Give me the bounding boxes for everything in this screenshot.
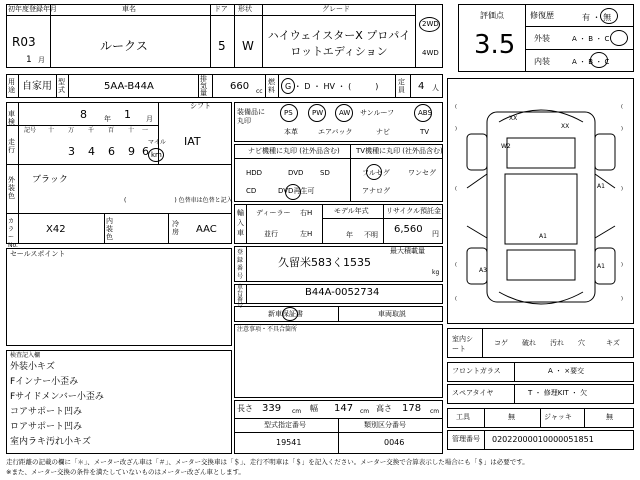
inspector-line: 室内ラキ汚れ小キズ xyxy=(10,437,91,447)
cooler-label: 冷房 xyxy=(172,220,179,236)
twd-label: 2WD xyxy=(422,20,439,28)
inspection-year: 8 xyxy=(80,108,87,121)
type-cert-value: 19541 xyxy=(276,438,302,447)
interior-color-label: 内装色 xyxy=(106,217,113,241)
tv-circle xyxy=(366,164,382,180)
inspector-line: ロアサポート凹み xyxy=(10,422,83,432)
warranty-circle xyxy=(282,307,298,321)
diagram-mark: A1 xyxy=(597,263,605,270)
tv-item: アナログ xyxy=(362,187,390,195)
diagram-mark: A3 xyxy=(479,267,487,274)
first-reg-month: 1 xyxy=(26,55,32,65)
equipment-item: TV xyxy=(420,128,430,136)
width-unit: cm xyxy=(360,408,370,415)
height-value: 178 xyxy=(402,403,422,414)
capacity-label: 定員 xyxy=(398,78,405,94)
shape-value: W xyxy=(242,39,254,53)
mileage-digit: 6 xyxy=(142,145,149,158)
score-value: 3.5 xyxy=(474,30,516,60)
seat-item: 穴 xyxy=(578,339,585,347)
height-unit: cm xyxy=(430,408,440,415)
equipment-circle xyxy=(335,104,353,122)
repair-options: 有 ・ 無 xyxy=(582,13,612,22)
mileage-unit-label: 百 xyxy=(108,127,115,134)
mileage-digit: 9 xyxy=(128,145,135,158)
spare-label: スペアタイヤ xyxy=(452,389,494,397)
mileage-unit-label: 十 xyxy=(128,127,135,134)
height-label: 高さ xyxy=(376,404,392,413)
manual-label: 車両取説 xyxy=(378,310,406,318)
score-interior-label: 内装 xyxy=(534,57,550,66)
svg-text:): ) xyxy=(621,296,623,302)
exterior-value: ブラック xyxy=(32,175,68,185)
registration-label: 登録番号 xyxy=(237,249,244,280)
repair-label: 修復歴 xyxy=(530,11,554,20)
notes-box xyxy=(234,324,443,398)
navi-label: ナビ機種に丸印 (社外品含む) xyxy=(248,147,340,155)
notes-label: 注意事項・不具合箇所 xyxy=(237,326,298,333)
equipment-circle xyxy=(414,104,432,122)
chassis-label: 車台番号 xyxy=(237,284,244,309)
equipment-item: AW xyxy=(339,109,351,117)
exterior-label: 外装色 xyxy=(8,176,15,200)
equipment-circle xyxy=(280,104,298,122)
mgmt-label: 管理番号 xyxy=(452,435,480,443)
name-label: 車名 xyxy=(122,5,136,13)
front-glass-label: フロントガラス xyxy=(452,367,501,375)
shift-label: シフト xyxy=(190,102,211,110)
tv-item: フルセグ xyxy=(362,169,390,177)
inspector-line: Fインナー小歪み xyxy=(10,377,79,387)
navi-item: HDD xyxy=(246,169,263,177)
inspector-line: 外装小キズ xyxy=(10,362,55,372)
sales-point-box xyxy=(6,248,232,346)
import-left: 左H xyxy=(300,230,313,238)
recycle-label: リサイクル預託金 xyxy=(386,207,442,215)
import-parallel: 並行 xyxy=(264,230,278,238)
class-label: 類別区分番号 xyxy=(364,421,406,429)
mileage-digit: 3 xyxy=(68,145,75,158)
first-reg-value: R03 xyxy=(12,35,36,49)
equipment-item: 本革 xyxy=(284,128,298,136)
inspection-month: 1 xyxy=(124,108,131,121)
tv-item: ワンセグ xyxy=(408,169,436,177)
footer-line2: ※また、メーター交換の条件を満たしていないものはメーター改ざん車とします。 xyxy=(6,468,245,476)
seat-label: 室内シート xyxy=(452,335,473,353)
diagram-mark: A1 xyxy=(539,233,547,240)
equipment-item: PW xyxy=(312,109,324,117)
registration-value: 久留米583く1535 xyxy=(278,256,371,269)
displacement-label: 排気量 xyxy=(200,75,207,97)
shift-value: IAT xyxy=(184,135,201,148)
tools-label: 工具 xyxy=(456,413,470,421)
front-glass-value: A ・ ×要交 xyxy=(548,367,585,375)
jack-label: ジャッキ xyxy=(544,413,572,421)
footer-line1: 走行距離の記載の欄に「＊」、メーター改ざん車は「＃」、メーター交換車は「＄」、走行不明車は「＄」を記入ください。メーター交換で合算表示した場合にも「＄」は必要です。 xyxy=(6,458,529,466)
model-year-label: モデル年式 xyxy=(334,207,369,215)
mile-label: マイル xyxy=(148,139,166,146)
mileage-unit-label: 十 xyxy=(48,127,55,134)
car-diagram xyxy=(447,78,634,324)
mileage-digit: 4 xyxy=(88,145,95,158)
inspector-line: コアサポート凹み xyxy=(10,407,83,417)
doors-value: 5 xyxy=(218,39,226,53)
navi-item: DVD xyxy=(288,169,304,177)
inspector-line: Fサイドメンバー小歪み xyxy=(10,392,104,402)
svg-text:(: ( xyxy=(455,296,457,302)
sales-point-label: セールスポイント xyxy=(10,250,66,258)
left-block xyxy=(6,102,232,244)
equipment-item: ナビ xyxy=(376,128,390,136)
svg-text:): ) xyxy=(621,126,623,132)
recycle-unit: 円 xyxy=(432,230,439,238)
jack-value: 無 xyxy=(606,413,613,421)
exterior-note: ( ) 色替車は色替と記入 xyxy=(124,197,233,204)
inspection-month-unit: 月 xyxy=(146,115,153,123)
score-interior-options: A ・ B ・ C xyxy=(572,58,610,66)
seat-item: 破れ xyxy=(522,339,536,347)
svg-text:(: ( xyxy=(621,104,623,110)
grade-label: グレード xyxy=(322,5,350,13)
score-exterior-options: A ・ B ・ C xyxy=(572,35,610,43)
import-right: 右H xyxy=(300,209,313,217)
import-dealer: ディーラー xyxy=(256,209,291,217)
navi-item: CD xyxy=(246,187,257,195)
length-unit: cm xyxy=(292,408,302,415)
type-cert-label: 型式指定番号 xyxy=(264,421,306,429)
max-load-label: 最大積載量 xyxy=(390,247,425,255)
tv-label: TV機種に丸印 (社外品含む) xyxy=(356,147,443,155)
mileage-digit: 6 xyxy=(108,145,115,158)
recycle-value: 6,560 xyxy=(394,224,423,235)
chassis-value: B44A-0052734 xyxy=(305,287,380,298)
doors-label: ドア xyxy=(214,5,228,13)
svg-text:(: ( xyxy=(455,262,457,268)
model-label: 型式 xyxy=(58,78,65,94)
mileage-unit-label: 万 xyxy=(68,127,75,134)
model-value: 5AA-B44A xyxy=(104,81,154,92)
svg-text:): ) xyxy=(455,126,457,132)
mileage-unit-label: 千 xyxy=(88,127,95,134)
svg-text:): ) xyxy=(621,186,623,192)
mileage-unit-label: 一 xyxy=(142,127,149,134)
warranty-label: 新車保証書 xyxy=(268,310,303,318)
width-label: 幅 xyxy=(310,404,318,413)
first-reg-label: 初年度登録年月 xyxy=(8,5,57,13)
equipment-item: エアバック xyxy=(318,128,353,136)
displacement-value: 660 xyxy=(230,81,250,92)
km-label: km xyxy=(151,151,162,159)
width-value: 147 xyxy=(334,403,354,414)
seat-item: キズ xyxy=(606,339,620,347)
inspector-label: 検査記入欄 xyxy=(10,352,41,359)
interior-circle xyxy=(590,52,608,68)
usage-label: 用途 xyxy=(8,78,15,94)
exterior-circle xyxy=(610,30,628,46)
color-code-value: X42 xyxy=(46,224,66,235)
equipment-item: サンルーフ xyxy=(360,109,395,117)
fuel-label: 燃料 xyxy=(268,78,275,94)
fuel-value: G ・ D ・ HV ・ ( ) xyxy=(285,82,379,91)
repair-circle xyxy=(600,8,618,24)
cc-unit: cc xyxy=(256,88,263,95)
kg-unit: kg xyxy=(432,269,440,276)
mgmt-value: 02022000010000051851 xyxy=(492,435,594,444)
svg-text:(: ( xyxy=(455,186,457,192)
equipment-circle xyxy=(308,104,326,122)
diagram-mark: XX xyxy=(561,123,570,130)
color-code-label: カラーNo. xyxy=(8,218,18,249)
inspection-year-unit: 年 xyxy=(104,115,111,123)
capacity-value: 4 xyxy=(418,81,425,92)
equipment-label: 装備品に丸印 xyxy=(237,108,265,125)
model-year-unknown: 不明 xyxy=(364,231,378,239)
model-year-year: 年 xyxy=(346,231,353,239)
capacity-unit: 人 xyxy=(432,84,439,92)
navi-item: SD xyxy=(320,169,330,177)
equipment-item: ABS xyxy=(418,109,432,117)
seat-item: 汚れ xyxy=(550,339,564,347)
first-reg-month-unit: 月 xyxy=(38,56,45,64)
score-exterior-label: 外装 xyxy=(534,34,550,43)
name-value: ルークス xyxy=(100,39,148,53)
diagram-mark: A1 xyxy=(597,183,605,190)
spare-value: T ・ 修理KIT ・ 欠 xyxy=(528,389,588,397)
mileage-unit-label: 記号 xyxy=(24,127,37,134)
length-label: 長さ xyxy=(237,404,253,413)
class-value: 0046 xyxy=(384,438,405,447)
equipment-item: PS xyxy=(284,109,293,117)
diagram-bracket-1: ( xyxy=(455,104,457,110)
inspection-label: 車検 xyxy=(8,110,15,126)
length-value: 339 xyxy=(262,403,282,414)
usage-value: 自家用 xyxy=(22,81,52,92)
grade-value: ハイウェイスターX プロパイロットエディション xyxy=(267,29,411,58)
navi-circle xyxy=(285,184,301,200)
import-label: 輸入車 xyxy=(237,209,244,237)
svg-text:): ) xyxy=(621,262,623,268)
navi-item: DVD再生可 xyxy=(278,187,315,195)
fwd-label: 4WD xyxy=(422,49,439,57)
mileage-label: 走行 xyxy=(8,138,15,154)
shape-label: 形状 xyxy=(238,5,252,13)
seat-item: コゲ xyxy=(494,339,508,347)
cooler-value: AAC xyxy=(196,224,217,235)
score-label: 評価点 xyxy=(480,11,504,20)
diagram-mark: W2 xyxy=(501,143,511,150)
tools-value: 無 xyxy=(508,413,515,421)
diagram-mark: XX xyxy=(509,115,518,122)
